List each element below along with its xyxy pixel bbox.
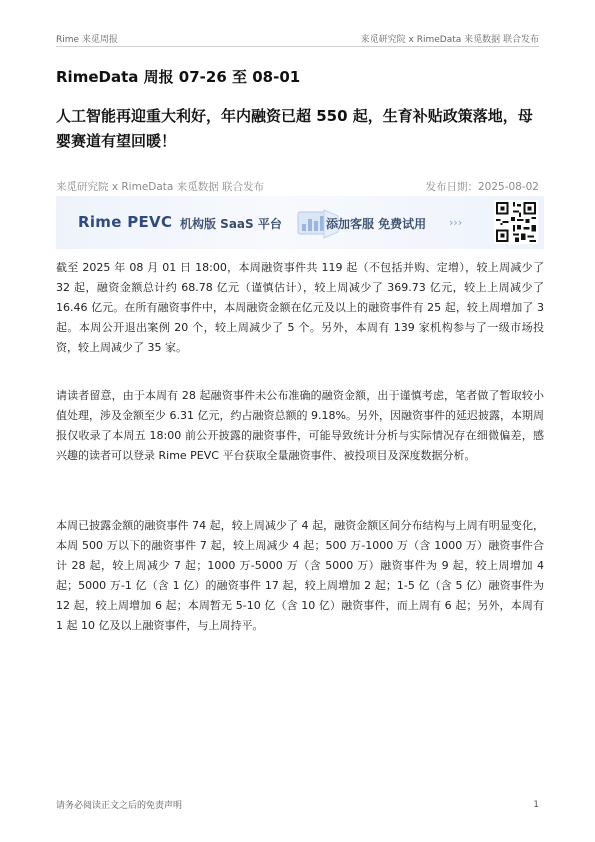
qr-code-icon — [494, 200, 538, 244]
header-right-label: 来觅研究院 x RimeData 来觅数据 联合发布 — [360, 35, 539, 45]
page-header — [56, 30, 539, 47]
promo-banner[interactable] — [56, 196, 544, 249]
banner-brand: Rime PEVC — [78, 213, 173, 231]
publish-date: 发布日期：2025-08-02 — [425, 181, 539, 193]
byline: 来觅研究院 x RimeData 来觅数据 联合发布 — [56, 181, 265, 193]
paragraph-amount-distribution: 本周已披露金额的融资事件 74 起，较上周减少了 4 起，融资金额区间分布结构与上周有明显变化，本周 500 万以下的融资事件 7 起，较上周减少 4 起；500 万-1000 万（含 1000 万）融资事件合计 28 起，较上周减少 7 起；1000 万-5000 万（含 5000 万）融资事件为 9 起，较上周增加 4 起；5000 万-1 亿（含 1 亿）的融资事件 17 起，较上周增加 2 起；1-5 亿（含 5 亿）融资事件为 12 起，较上周增加 6 起；本周暂无 5-10 亿（含 10 亿）融资事件，而上周有 6 起；另外，本周有 1 起 10 亿及以上融资事件，与上周持平。 — [56, 519, 544, 632]
paragraph-weekly-summary: 截至 2025 年 08 月 01 日 18:00，本周融资事件共 119 起（不包括并购、定增），较上周减少了 32 起，融资金额总计约 68.78 亿元（谨慎估计），较上周减少了 369.73 亿元，较上上周减少了 16.46 亿元。在所有融资事件中，本周融资金额在亿元及以上的融资事件有 25 起，较上周增加了 3 起。本周公开退出案例 20 个，较上周减少了 5 个。另外，本周有 139 家机构参与了一级市场投资，较上周减少了 35 家。 — [56, 261, 544, 354]
banner-brand-subtitle: 机构版 SaaS 平台 — [180, 217, 282, 231]
header-left-label: Rime 来觅周报 — [56, 35, 118, 45]
footer-disclaimer: 请务必阅读正文之后的免责声明 — [56, 801, 183, 811]
report-headline: 人工智能再迎重大利好，年内融资已超 550 起，生育补贴政策落地，母婴赛道有望回暖！ — [56, 107, 533, 150]
page-footer — [56, 798, 539, 811]
paragraph-data-notice: 请读者留意，由于本周有 28 起融资事件未公布准确的融资金额，出于谨慎考虑，笔者做了暂取较小值处理，涉及金额至少 6.31 亿元，约占融资总额的 9.18%。另外，因融资事件的延迟披露，本期周报仅收录了本周五 18:00 前公开披露的融资事件，可能导致统计分析与实际情况存在细微偏差，感兴趣的读者可以登录 Rime PEVC 平台获取全量融资事件、被投项目及深度数据分析。 — [56, 389, 544, 462]
weekly-title: RimeData 周报 07-26 至 08-01 — [56, 68, 301, 86]
banner-cta: 添加客服 免费试用 — [326, 217, 427, 231]
page-number: 1 — [533, 800, 539, 810]
report-meta — [56, 179, 539, 194]
banner-arrow: ››› — [449, 216, 463, 229]
